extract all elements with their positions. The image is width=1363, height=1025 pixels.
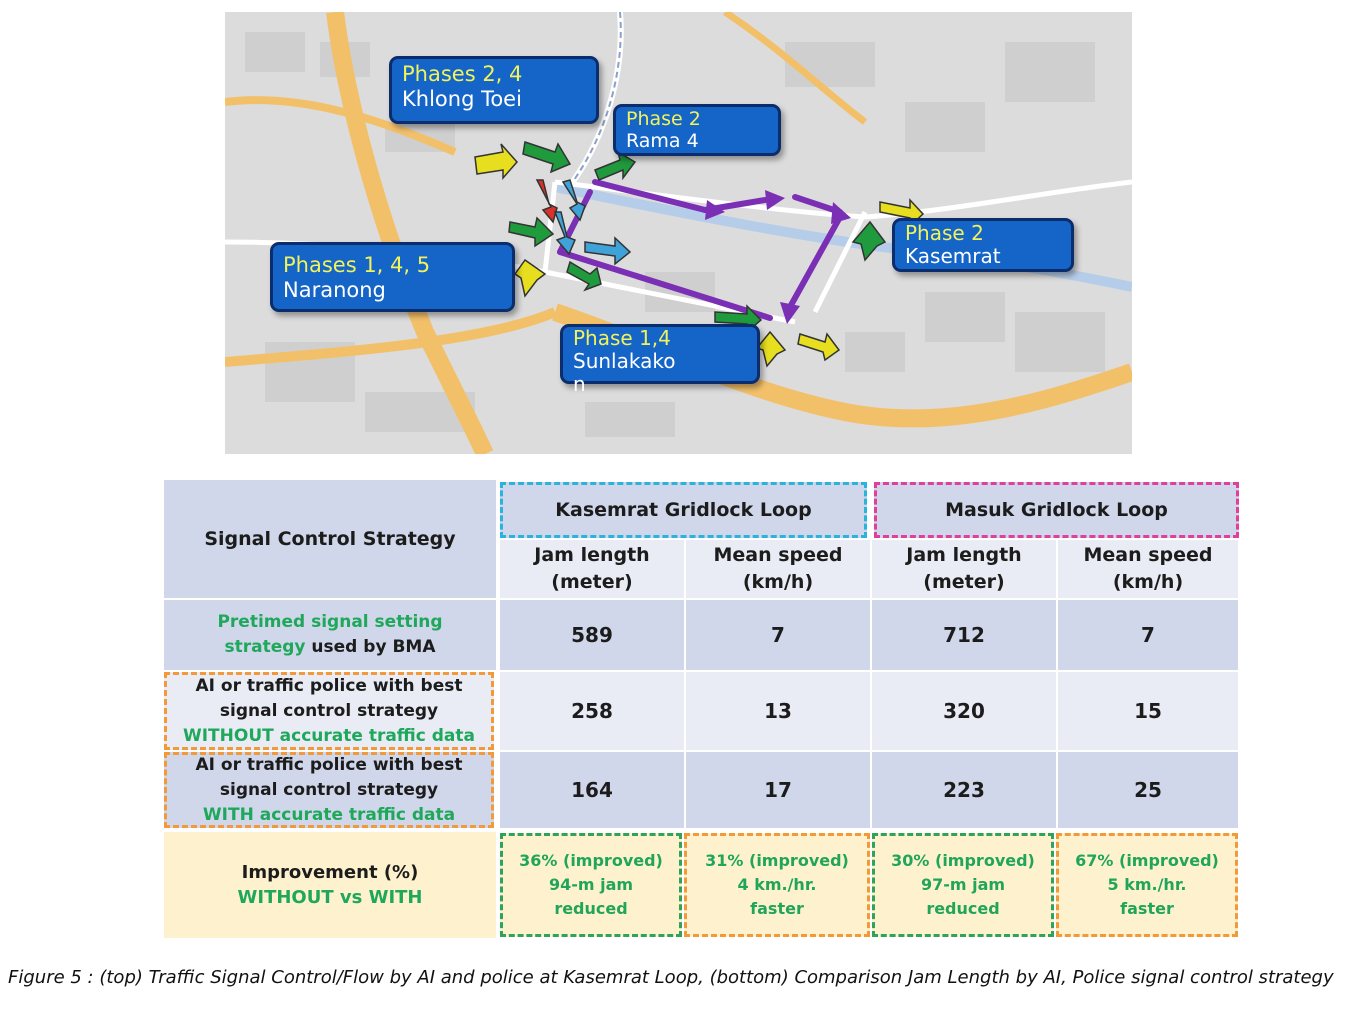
callout-rama-4: [613, 104, 781, 156]
row-label-green: WITH accurate traffic data: [202, 804, 456, 825]
callout-phase: Phase 2: [905, 221, 984, 245]
kasemrat-group-header: Kasemrat Gridlock Loop: [500, 482, 867, 538]
subheader-jam-length-kasemrat: [500, 540, 684, 598]
callout-naranong: [270, 242, 515, 312]
table-cell: 164: [500, 752, 684, 828]
callout-name: Khlong Toei: [402, 87, 522, 111]
callout-name: Rama 4: [626, 130, 699, 152]
improvement-subtitle: WITHOUT vs WITH: [237, 887, 423, 908]
callout-khlong-toei: [389, 56, 599, 124]
subheader-unit: (km/h): [742, 571, 814, 593]
improvement-line: 30% (improved): [891, 851, 1035, 870]
subheader-mean-speed-kasemrat: [686, 540, 870, 598]
callout-name-overflow: n: [573, 372, 586, 396]
callout-name: Sunlakako: [573, 349, 676, 373]
callout-kasemrat: [892, 218, 1074, 272]
improvement-line: 94-m jam: [548, 875, 634, 894]
callout-name: Naranong: [283, 278, 386, 302]
table-cell: 712: [872, 600, 1056, 670]
row-label-line: AI or traffic police with best: [195, 754, 463, 775]
subheader-line: Jam length: [906, 544, 1022, 566]
comparison-table: [164, 480, 1238, 938]
improvement-cell: [500, 833, 682, 937]
improvement-line: reduced: [926, 899, 1000, 918]
subheader-jam-length-masuk: [872, 540, 1056, 598]
table-cell: 258: [500, 672, 684, 750]
subheader-line: Mean speed: [713, 544, 843, 566]
row-label-green: WITHOUT accurate traffic data: [182, 725, 475, 746]
improvement-cell: [872, 833, 1054, 937]
table-cell: 13: [686, 672, 870, 750]
improvement-line: faster: [1120, 899, 1174, 918]
strategy-header: Signal Control Strategy: [164, 480, 496, 598]
subheader-unit: (meter): [551, 571, 633, 593]
row-label-pretimed: [164, 600, 496, 670]
improvement-label: [164, 832, 496, 938]
masuk-group-header: Masuk Gridlock Loop: [874, 482, 1239, 538]
callout-name: Kasemrat: [905, 244, 1001, 268]
improvement-line: faster: [750, 899, 804, 918]
subheader-line: Mean speed: [1083, 544, 1213, 566]
row-label-line: signal control strategy: [219, 779, 439, 800]
improvement-line: 31% (improved): [705, 851, 849, 870]
improvement-line: reduced: [554, 899, 628, 918]
improvement-line: 67% (improved): [1075, 851, 1219, 870]
subheader-unit: (km/h): [1112, 571, 1184, 593]
subheader-unit: (meter): [923, 571, 1005, 593]
callout-phase: Phases 2, 4: [402, 62, 523, 86]
table-cell: 15: [1058, 672, 1238, 750]
row-label-green: Pretimed signal setting: [217, 612, 443, 632]
row-label-line: [217, 610, 442, 635]
figure-caption: Figure 5 : (top) Traffic Signal Control/Flow by AI and police at Kasemrat Loop, (bottom) Comparison Jam Length by AI, Police signal control strategy: [8, 967, 1334, 988]
improvement-title: Improvement (%): [241, 862, 419, 883]
row-label-green: strategy: [224, 637, 306, 657]
table-cell: 7: [1058, 600, 1238, 670]
table-cell: 223: [872, 752, 1056, 828]
table-cell: 7: [686, 600, 870, 670]
row-label-with-data: [164, 752, 494, 828]
table-cell: 25: [1058, 752, 1238, 828]
table-cell: 17: [686, 752, 870, 828]
row-label-without-data: [164, 672, 494, 750]
row-label-line: [225, 635, 436, 660]
subheader-line: Jam length: [534, 544, 650, 566]
subheader-mean-speed-masuk: [1058, 540, 1238, 598]
table-cell: 320: [872, 672, 1056, 750]
callout-phase: Phases 1, 4, 5: [283, 253, 431, 277]
traffic-map: [225, 12, 1132, 454]
row-label-line: AI or traffic police with best: [195, 675, 463, 696]
improvement-cell: [1056, 833, 1238, 937]
callout-phase: Phase 2: [626, 108, 701, 130]
row-label-rest: used by BMA: [305, 637, 436, 657]
callout-sunlakakon: [560, 324, 760, 396]
improvement-line: 5 km./hr.: [1107, 875, 1187, 894]
improvement-line: 97-m jam: [920, 875, 1006, 894]
improvement-line: 36% (improved): [519, 851, 663, 870]
callout-phase: Phase 1,4: [573, 326, 671, 350]
table-cell: 589: [500, 600, 684, 670]
row-label-line: signal control strategy: [219, 700, 439, 721]
improvement-line: 4 km./hr.: [737, 875, 817, 894]
improvement-cell: [684, 833, 870, 937]
